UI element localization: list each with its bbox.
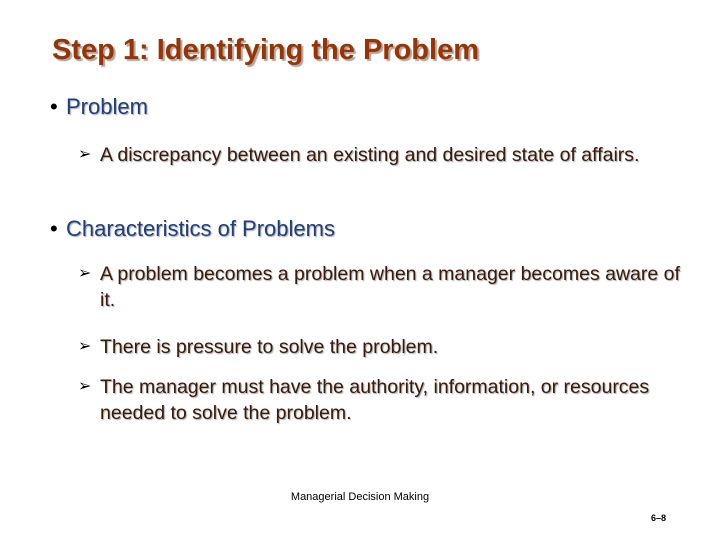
arrow-bullet-icon: ➢ <box>78 265 92 282</box>
footer-text: Managerial Decision Making <box>290 491 430 503</box>
section-heading-label: Characteristics of Problems <box>66 216 335 241</box>
list-item-text: The manager must have the authority, information, or resources needed to solve the problem. <box>100 376 650 424</box>
section-heading-characteristics <box>50 216 335 242</box>
arrow-bullet-icon: ➢ <box>78 146 92 163</box>
section-heading-problem <box>50 94 148 120</box>
arrow-bullet-icon: ➢ <box>78 378 92 395</box>
list-item <box>78 142 688 168</box>
slide-title: Step 1: Identifying the Problem <box>52 34 479 66</box>
arrow-bullet-icon: ➢ <box>78 338 92 355</box>
list-item-text: There is pressure to solve the problem. <box>100 336 439 358</box>
page-number: 6–8 <box>650 513 666 523</box>
list-item-text: A discrepancy between an existing and desired state of affairs. <box>100 144 640 166</box>
list-item <box>78 261 688 313</box>
bullet-icon: • <box>50 216 58 241</box>
section-heading-label: Problem <box>66 94 148 119</box>
list-item <box>78 374 688 426</box>
list-item-text: A problem becomes a problem when a manager becomes aware of it. <box>100 263 680 311</box>
list-item <box>78 334 688 360</box>
bullet-icon: • <box>50 94 58 119</box>
